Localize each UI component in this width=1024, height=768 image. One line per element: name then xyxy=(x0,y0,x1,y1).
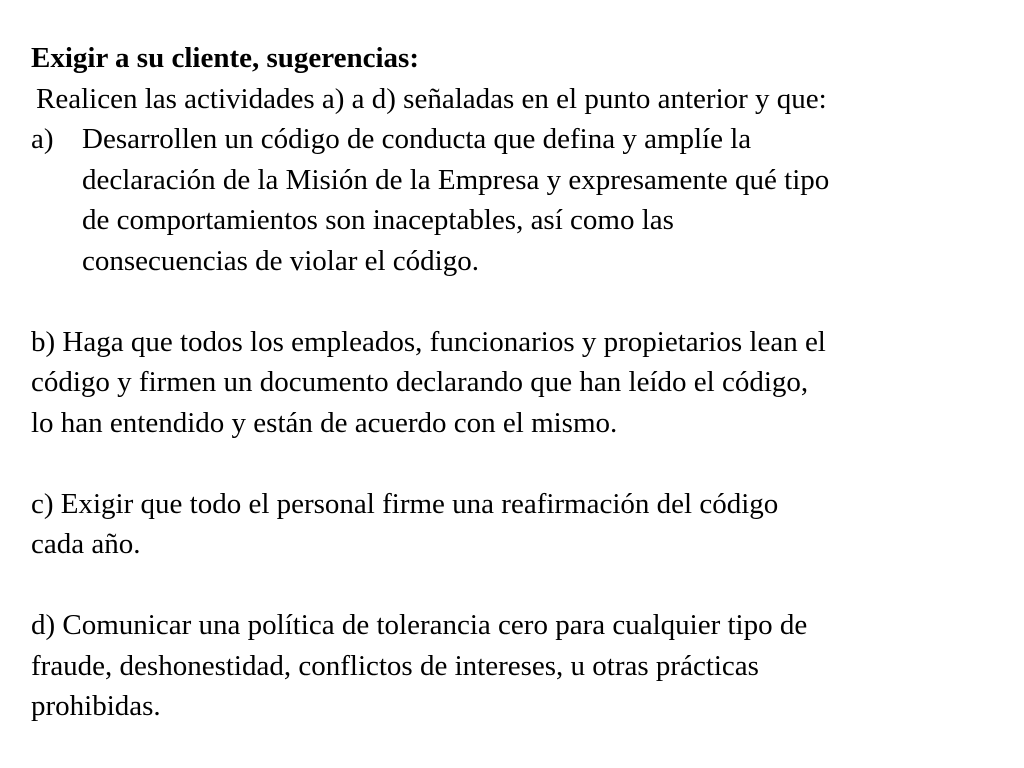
list-item-d xyxy=(31,605,991,727)
spacer xyxy=(31,565,991,606)
list-item-c xyxy=(31,484,991,565)
text-line: c) Exigir que todo el personal firme una reafirmación del código xyxy=(31,487,779,520)
list-item-a xyxy=(31,119,991,281)
text-line: declaración de la Misión de la Empresa y expresamente qué tipo xyxy=(82,163,830,196)
list-marker-a: a) xyxy=(31,123,54,155)
text-line: código y firmen un documento declarando que han leído el código, xyxy=(31,366,809,398)
text-line: consecuencias de violar el código. xyxy=(82,244,479,277)
text-line: Desarrollen un código de conducta que defina y amplíe la xyxy=(82,123,752,155)
slide-title: Exigir a su cliente, sugerencias: xyxy=(31,42,419,74)
list-item-b xyxy=(31,322,991,444)
text-line: d) Comunicar una política de tolerancia cero para cualquier tipo de xyxy=(31,609,808,641)
text-line: prohibidas. xyxy=(31,690,161,722)
list-item-a-text xyxy=(82,119,991,281)
text-line: de comportamientos son inaceptables, así como las xyxy=(82,204,674,236)
spacer xyxy=(31,281,991,322)
text-line: lo han entendido y están de acuerdo con el mismo. xyxy=(31,406,618,439)
spacer xyxy=(31,443,991,484)
text-line: b) Haga que todos los empleados, funcionarios y propietarios lean el xyxy=(31,325,826,358)
intro-text: Realicen las actividades a) a d) señaladas en el punto anterior y que: xyxy=(36,82,827,115)
text-line: cada año. xyxy=(31,528,141,560)
slide-content xyxy=(31,38,991,727)
text-line: fraude, deshonestidad, conflictos de intereses, u otras prácticas xyxy=(31,649,759,682)
